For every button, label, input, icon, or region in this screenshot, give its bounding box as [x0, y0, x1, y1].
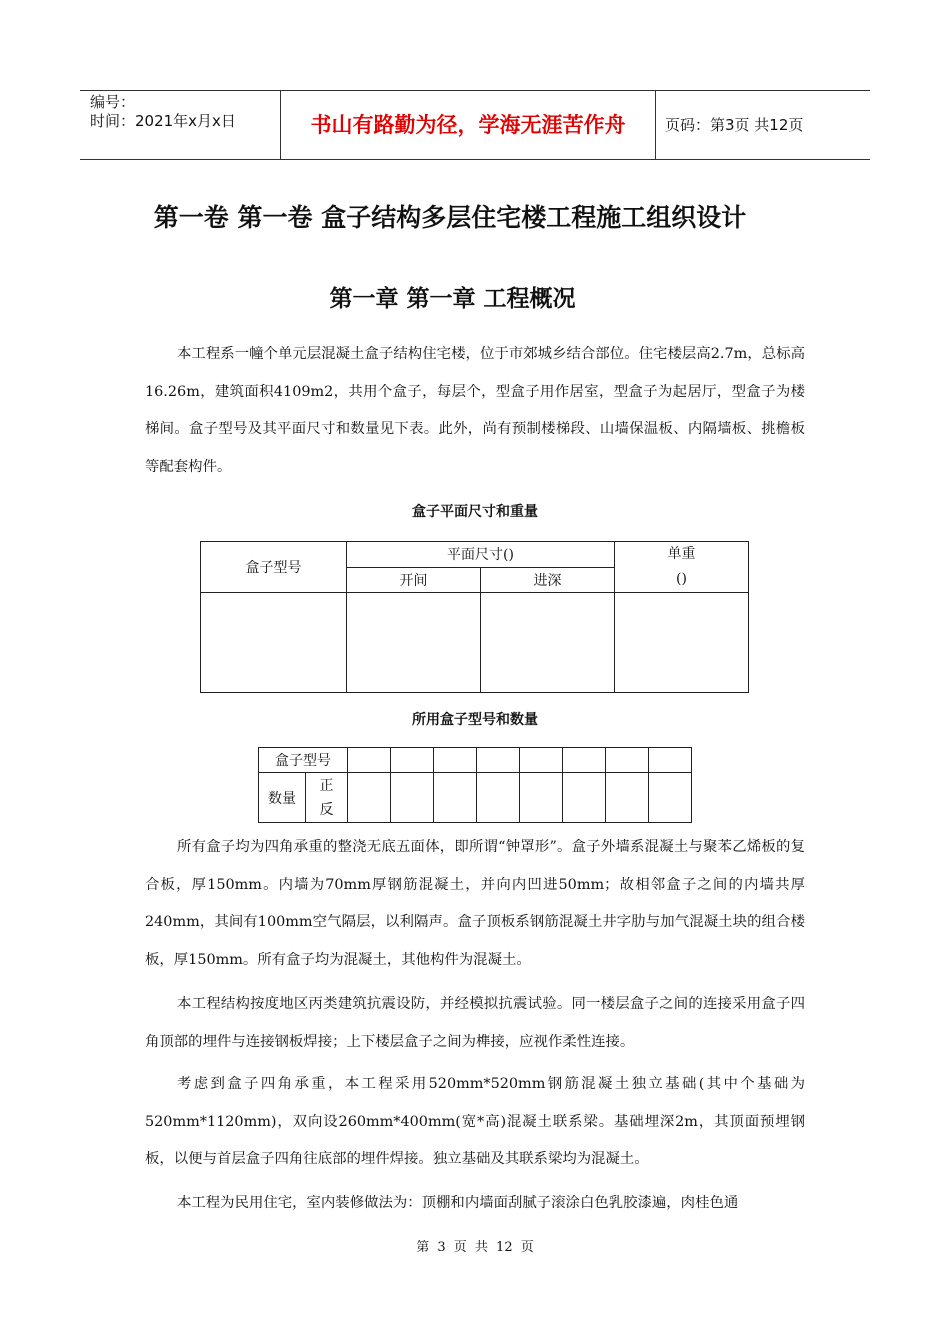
table-cell — [563, 748, 606, 773]
table-cell — [477, 773, 520, 823]
time-label: 时间：2021年x月x日 — [90, 112, 236, 130]
table-cell — [201, 593, 347, 693]
table-cell — [563, 773, 606, 823]
table-cell — [348, 773, 391, 823]
table-cell — [615, 593, 749, 693]
table-cell — [434, 748, 477, 773]
box-quantity-table — [258, 747, 692, 823]
col-box-type: 盒子型号 — [201, 542, 347, 593]
paragraph-seismic: 本工程结构按度地区丙类建筑抗震设防，并经模拟抗震试验。同一楼层盒子之间的连接采用盒子四角顶部的埋件与连接钢板焊接；上下楼层盒子之间为榫接，应视作柔性连接。 — [145, 996, 805, 1050]
paragraph-overview: 本工程系一幢个单元层混凝土盒子结构住宅楼，位于市郊城乡结合部位。住宅楼层高2.7m，总标高16.26m，建筑面积4109m2，共用个盒子，每层个，型盒子用作居室，型盒子为起居厅，型盒子为楼梯间。盒子型号及其平面尺寸和数量见下表。此外，尚有预制楼梯段、山墙保温板、内隔墙板、挑檐板等配套构件。 — [145, 346, 805, 475]
header-divider — [280, 91, 281, 159]
orientation-positive: 正 — [319, 777, 334, 794]
table-cell — [477, 748, 520, 773]
col-plan-size: 平面尺寸() — [347, 542, 615, 568]
row-quantity: 数量 — [259, 773, 306, 823]
document-title: 第一卷 第一卷 盒子结构多层住宅楼工程施工组织设计 — [153, 203, 747, 232]
table-cell — [391, 748, 434, 773]
chapter-title: 第一章 第一章 工程概况 — [329, 286, 576, 312]
table-cell — [347, 593, 481, 693]
header-meta — [90, 93, 280, 131]
paragraph-decoration: 本工程为民用住宅，室内装修做法为：顶棚和内墙面刮腻子滚涂白色乳胶漆遍，肉桂色通 — [177, 1195, 739, 1211]
page-footer: 第 3 页 共 12 页 — [416, 1240, 534, 1255]
document-header — [80, 90, 870, 160]
unit-weight-label: 单重 — [667, 546, 696, 562]
orientation-cell — [306, 773, 348, 823]
col-depth: 进深 — [481, 567, 615, 593]
table-cell — [649, 748, 692, 773]
table-cell — [391, 773, 434, 823]
header-divider — [655, 91, 656, 159]
number-label: 编号： — [90, 93, 136, 111]
table-cell — [348, 748, 391, 773]
header-motto: 书山有路勤为径，学海无涯苦作舟 — [310, 113, 626, 137]
col-bay: 开间 — [347, 567, 481, 593]
row-box-type: 盒子型号 — [259, 748, 348, 773]
table-cell — [520, 748, 563, 773]
table-cell — [481, 593, 615, 693]
orientation-negative: 反 — [319, 801, 334, 818]
header-page-code: 页码：第3页 共12页 — [665, 116, 804, 134]
table1-caption: 盒子平面尺寸和重量 — [412, 504, 538, 520]
table-cell — [606, 748, 649, 773]
table-cell — [649, 773, 692, 823]
table2-caption: 所用盒子型号和数量 — [412, 712, 538, 728]
table-cell — [434, 773, 477, 823]
paragraph-foundation: 考虑到盒子四角承重，本工程采用520mm*520mm钢筋混凝土独立基础(其中个基础为520mm*1120mm)，双向设260mm*400mm(宽*高)混凝土联系梁。基础埋深2m，其顶面预埋钢板，以便与首层盒子四角往底部的埋件焊接。独立基础及其联系梁均为混凝土。 — [145, 1076, 805, 1167]
table-cell — [520, 773, 563, 823]
unit-weight-unit: () — [676, 571, 687, 587]
box-dimension-table — [200, 541, 749, 693]
paragraph-structure: 所有盒子均为四角承重的整浇无底五面体，即所谓“钟罩形”。盒子外墙系混凝土与聚苯乙烯板的复合板，厚150mm。内墙为70mm厚钢筋混凝土，并向内凹进50mm；故相邻盒子之间的内墙共厚240mm，其间有100mm空气隔层，以利隔声。盒子顶板系钢筋混凝土井字肋与加气混凝土块的组合楼板，厚150mm。所有盒子均为混凝土，其他构件为混凝土。 — [145, 839, 805, 968]
col-unit-weight — [615, 542, 749, 593]
table-cell — [606, 773, 649, 823]
